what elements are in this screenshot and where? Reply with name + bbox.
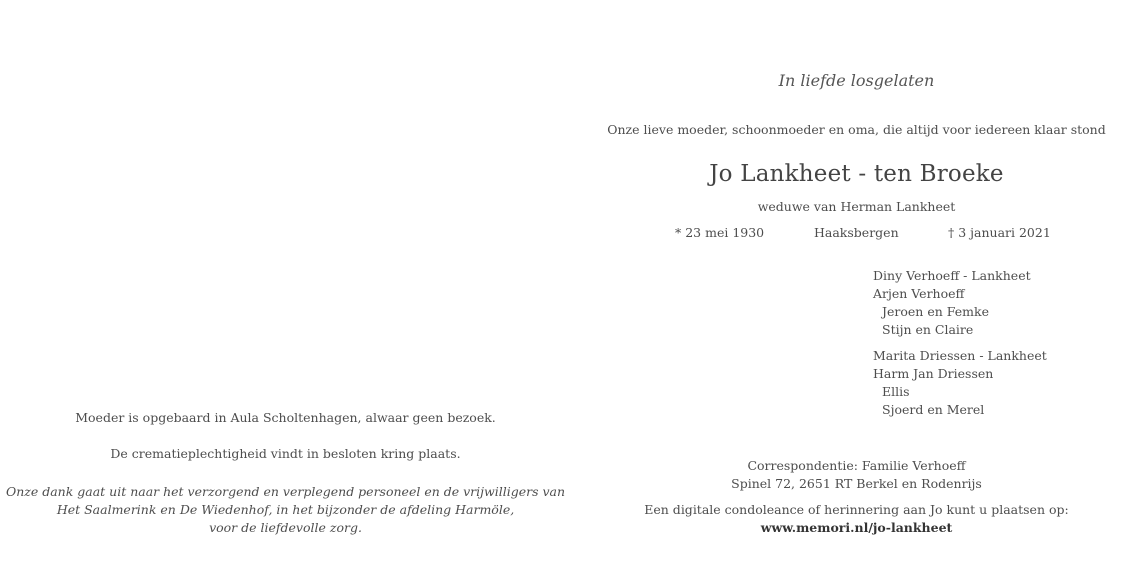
place: Haaksbergen — [814, 225, 899, 240]
condolence-text: Een digitale condoleance of herinnering aan Jo kunt u plaatsen op: — [644, 502, 1069, 517]
family-group-1 — [873, 267, 1031, 339]
intro-text: Onze lieve moeder, schoonmoeder en oma, die altijd voor iedereen klaar stond — [607, 122, 1106, 137]
ceremony-notice: De crematieplechtigheid vindt in besloten kring plaats. — [110, 446, 461, 461]
headline: In liefde losgelaten — [778, 71, 935, 90]
death-date: † 3 januari 2021 — [948, 225, 1051, 240]
condolence-link[interactable]: www.memori.nl/jo-lankheet — [760, 520, 953, 535]
family-member: Marita Driessen - Lankheet — [873, 348, 1047, 363]
family-member: Ellis — [882, 384, 910, 399]
thanks-line-3: voor de liefdevolle zorg. — [209, 520, 362, 535]
thanks-line-2: Het Saalmerink en De Wiedenhof, in het bijzonder de afdeling Harmöle, — [56, 502, 515, 517]
family-member: Sjoerd en Merel — [882, 402, 985, 417]
family-member: Jeroen en Femke — [882, 304, 989, 319]
family-member: Stijn en Claire — [882, 322, 974, 337]
family-member: Diny Verhoeff - Lankheet — [873, 268, 1031, 283]
correspondence: Correspondentie: Familie Verhoeff — [747, 458, 966, 473]
birth-date: * 23 mei 1930 — [675, 225, 765, 240]
thanks-line-1: Onze dank gaat uit naar het verzorgend en verplegend personeel en de vrijwilligers van — [5, 484, 566, 499]
deceased-name: Jo Lankheet - ten Broeke — [709, 161, 1004, 187]
right-page — [571, 0, 1142, 571]
viewing-notice: Moeder is opgebaard in Aula Scholtenhagen, alwaar geen bezoek. — [75, 410, 496, 425]
family-member: Arjen Verhoeff — [873, 286, 965, 301]
widow-of: weduwe van Herman Lankheet — [757, 199, 956, 214]
family-group-2 — [873, 347, 1047, 419]
family-member: Harm Jan Driessen — [873, 366, 994, 381]
address: Spinel 72, 2651 RT Berkel en Rodenrijs — [731, 476, 982, 491]
